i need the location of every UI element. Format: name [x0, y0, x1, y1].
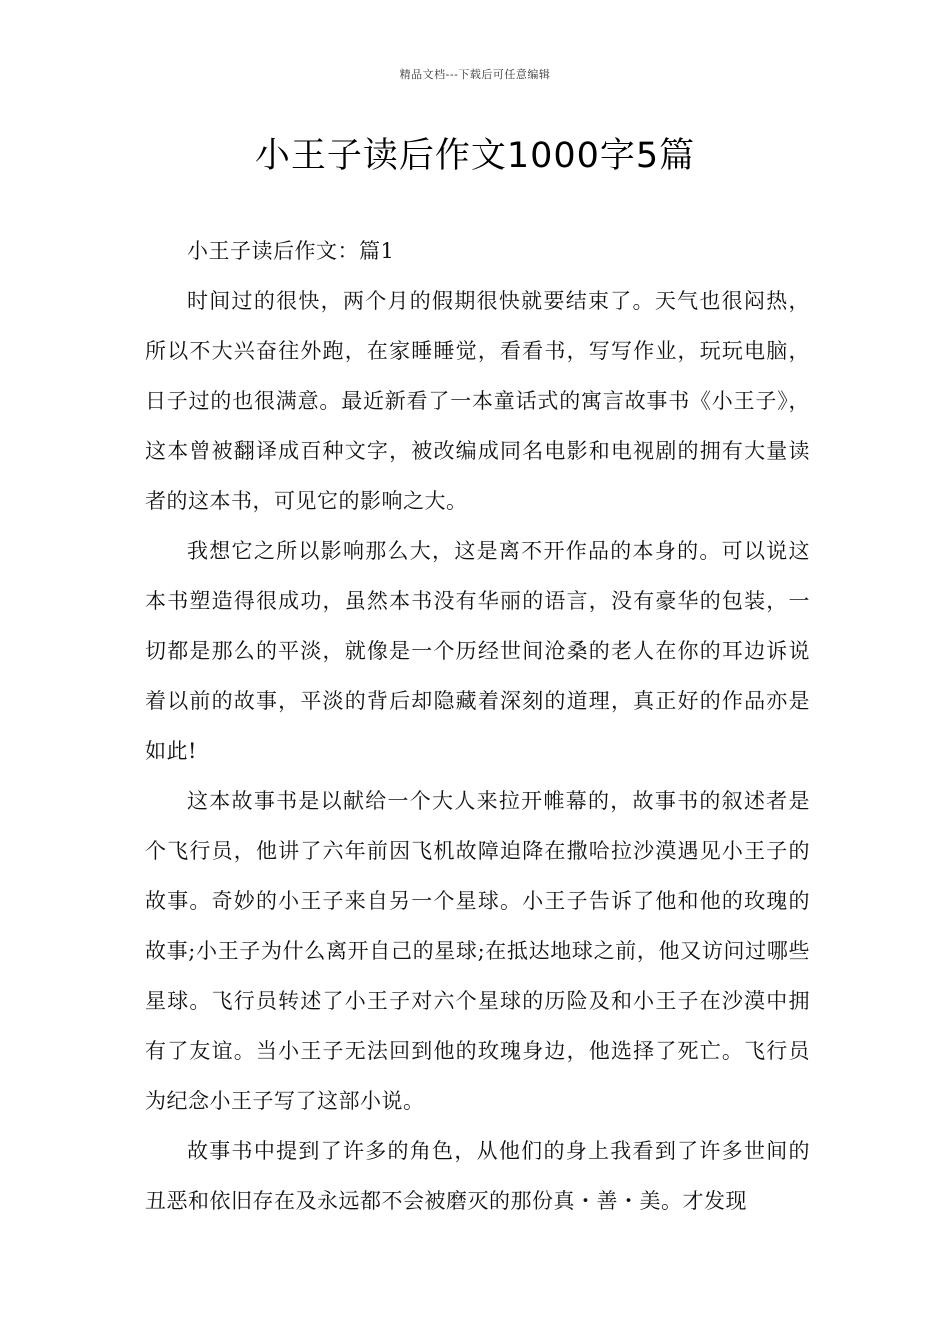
paragraph: 时间过的很快，两个月的假期很快就要结束了。天气也很闷热，所以不大兴奋往外跑，在家睡睡觉，看看书，写写作业，玩玩电脑，日子过的也很满意。最近新看了一本童话式的寓言故事书《小王子》，这本曾被翻译成百种文字，被改编成同名电影和电视剧的拥有大量读者的这本书，可见它的影响之大。 [145, 289, 810, 513]
section-heading: 小王子读后作文：篇1 [187, 239, 395, 263]
paragraph: 这本故事书是以献给一个大人来拉开帷幕的，故事书的叙述者是个飞行员，他讲了六年前因飞机故障迫降在撒哈拉沙漠遇见小王子的故事。奇妙的小王子来自另一个星球。小王子告诉了他和他的玫瑰的故事;小王子为什么离开自己的星球;在抵达地球之前，他又访问过哪些星球。飞行员转述了小王子对六个星球的历险及和小王子在沙漠中拥有了友谊。当小王子无法回到他的玫瑰身边，他选择了死亡。飞行员为纪念小王子写了这部小说。 [145, 789, 810, 1113]
document-title: 小王子读后作文1000字5篇 [254, 136, 696, 176]
paragraph: 故事书中提到了许多的角色，从他们的身上我看到了许多世间的丑恶和依旧存在及永远都不会被磨灭的那份真・善・美。才发现 [145, 1139, 810, 1213]
header-note: 精品文档---下载后可任意编辑 [399, 68, 551, 81]
paragraph: 我想它之所以影响那么大，这是离不开作品的本身的。可以说这本书塑造得很成功，虽然本书没有华丽的语言，没有豪华的包装，一切都是那么的平淡，就像是一个历经世间沧桑的老人在你的耳边诉说着以前的故事，平淡的背后却隐藏着深刻的道理，真正好的作品亦是如此! [145, 539, 810, 763]
document-body [145, 226, 810, 1226]
